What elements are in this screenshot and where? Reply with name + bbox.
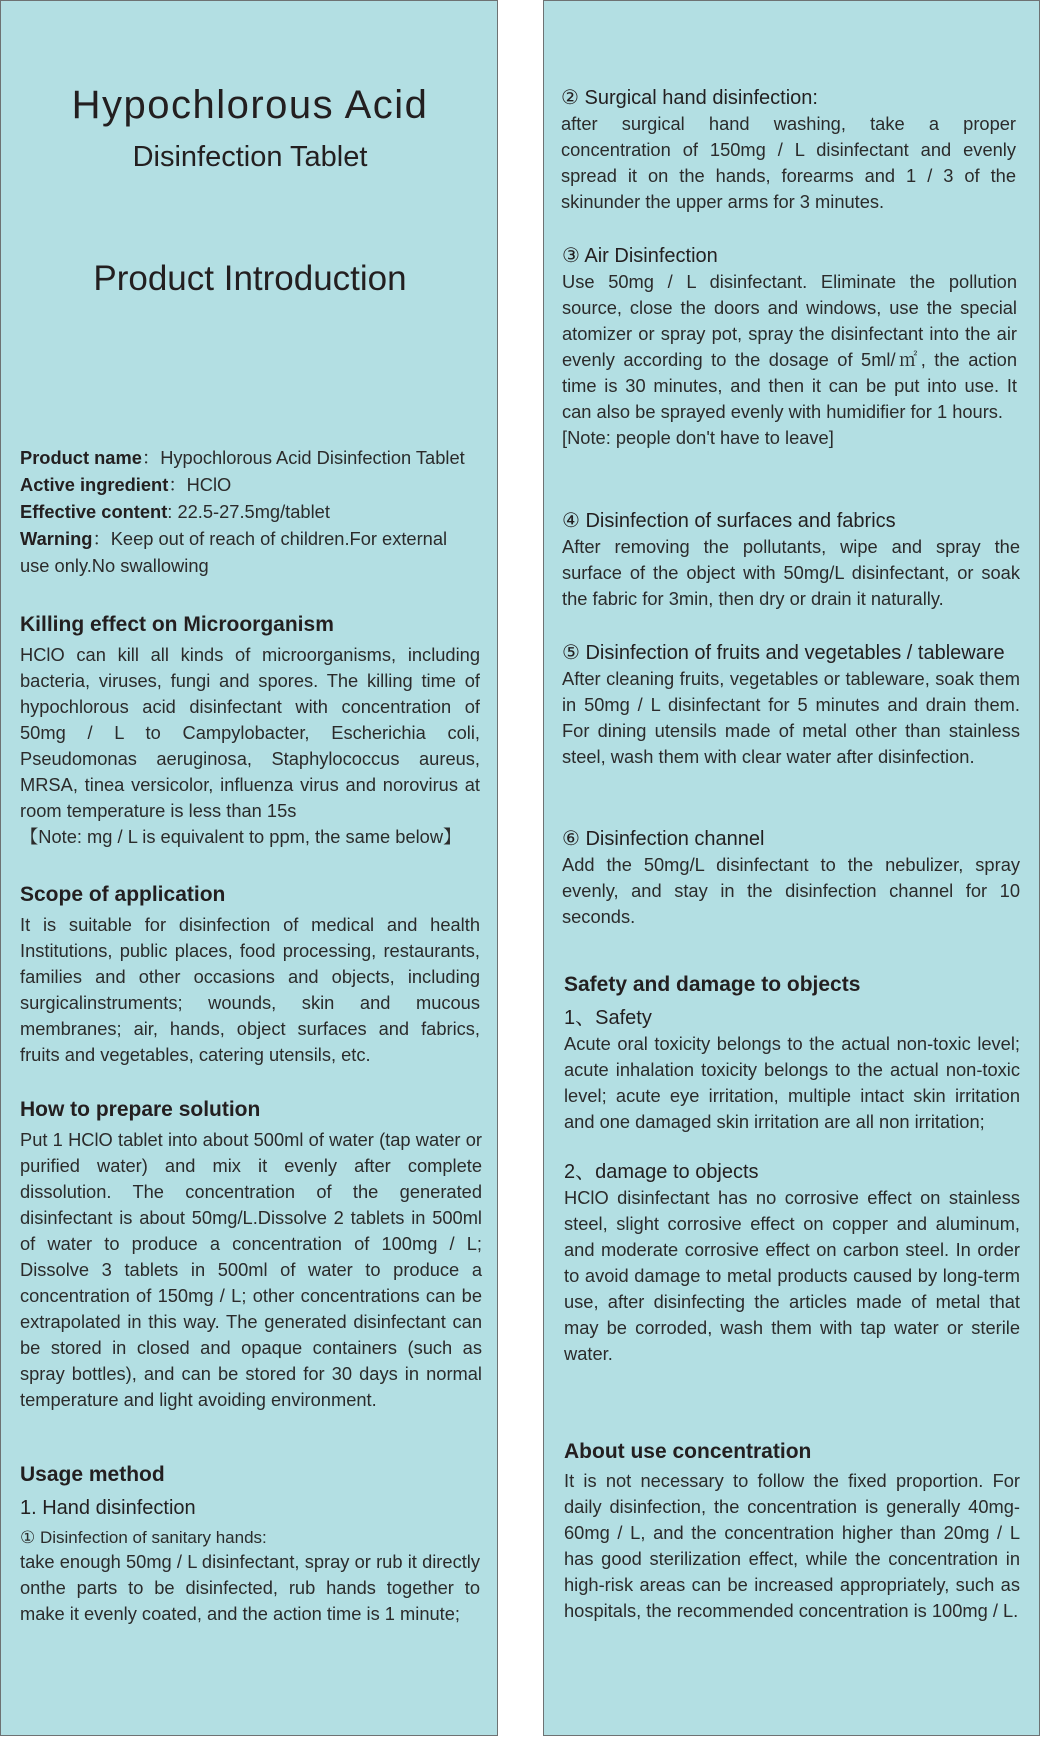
item1-body: take enough 50mg / L disinfectant, spray or rub it directly onthe parts to be disinfected, rub hands together to make it evenly coated, and the action time is 1 minute;: [20, 1551, 480, 1624]
value: : 22.5-27.5mg/tablet: [167, 501, 330, 522]
item2-body: after surgical hand washing, take a proper concentration of 150mg / L disinfectant and evenly spread it on the hands, forearms and 1 / 3 of the skinunder the upper arms for 3 minutes.: [561, 113, 1016, 212]
section-title-intro: Product Introduction: [93, 259, 407, 298]
usage-item4: [562, 508, 1020, 612]
subheading-hand: 1. Hand disinfection: [20, 1497, 196, 1519]
product-title: Hypochlorous Acid: [71, 83, 429, 127]
info-active-ingredient: [20, 471, 490, 498]
item1-title: ① Disinfection of sanitary hands:: [20, 1528, 267, 1547]
subheading-damage: 2、damage to objects: [564, 1161, 759, 1183]
heading: Safety and damage to objects: [564, 973, 861, 996]
item3-body: Use 50mg / L disinfectant. Eliminate the pollution source, close the doors and windows, use the special atomizer or spray pot, spray the disinfectant into the air evenly according to the dosage of 5ml/㎡, the action time is 30 minutes, and then it can be put into use. It can also be sprayed evenly with humidifier for 1 hours.: [562, 271, 1017, 422]
heading: How to prepare solution: [20, 1098, 261, 1121]
subheading-safety: 1、Safety: [564, 1007, 652, 1029]
item2-title: ② Surgical hand disinfection:: [561, 87, 818, 109]
heading: Scope of application: [20, 883, 226, 906]
heading: Killing effect on Microorganism: [20, 613, 334, 636]
safety-body: Acute oral toxicity belongs to the actual non-toxic level; acute inhalation toxicity belongs to the actual non-toxic level; acute eye irritation, multiple intact skin irritation and one damaged skin irritation are all non irritation;: [564, 1033, 1020, 1132]
label: Warning: [20, 528, 93, 549]
section-safety: [564, 971, 1020, 1367]
item6-title: ⑥ Disinfection channel: [562, 828, 765, 850]
usage-item5: [562, 640, 1020, 770]
heading: About use concentration: [564, 1440, 812, 1463]
item4-body: After removing the pollutants, wipe and spray the surface of the object with 50mg/L disinfectant, or soak the fabric for 3min, then dry or drain it naturally.: [562, 536, 1020, 609]
sep: ：: [92, 528, 111, 549]
info-warning: [20, 525, 490, 552]
usage-item3: [562, 243, 1017, 451]
body: Put 1 HClO tablet into about 500ml of water (tap water or purified water) and mix it evenly after complete dissolution. The concentration of the generated disinfectant is about 50mg/L.Dissolve 2 tablets in 500ml of water to produce a concentration of 100mg / L; Dissolve 3 tablets in 500ml of water to produce a concentration of 150mg / L; other concentrations can be extrapolated in this way. The generated disinfectant can be stored in closed and opaque containers (such as spray bottles), and can be stored for 30 days in normal temperature and light avoiding environment.: [20, 1129, 482, 1410]
label: Product name: [20, 447, 142, 468]
product-subtitle: Disinfection Tablet: [132, 141, 368, 173]
product-info: [20, 444, 490, 579]
sep: ：: [141, 447, 161, 468]
section-killing: [20, 611, 480, 850]
body: It is not necessary to follow the fixed proportion. For daily disinfection, the concentration is generally 40mg-60mg / L, and the concentration higher than 20mg / L has good sterilization effect, while the concentration in high-risk areas can be increased appropriately, such as hospitals, the recommended concentration is 100mg / L.: [564, 1470, 1020, 1621]
usage-item6: [562, 826, 1020, 930]
item4-title: ④ Disinfection of surfaces and fabrics: [562, 510, 896, 532]
item3-note: [Note: people don't have to leave]: [562, 427, 834, 448]
item5-title: ⑤ Disinfection of fruits and vegetables / tableware: [562, 642, 1005, 664]
info-warning-cont: use only.No swallowing: [20, 555, 209, 576]
heading: Usage method: [20, 1463, 165, 1486]
body: It is suitable for disinfection of medical and health Institutions, public places, food processing, restaurants, families and other occasions and objects, including surgicalinstruments; wounds, skin and mucous membranes; air, hands, object surfaces and fabrics, fruits and vegetables, catering utensils, etc.: [20, 914, 480, 1065]
value: Hypochlorous Acid Disinfection Tablet: [160, 447, 465, 468]
value: HClO: [186, 474, 232, 495]
sep: ：: [168, 474, 187, 495]
body: HClO can kill all kinds of microorganisms, including bacteria, viruses, fungi and spores. The killing time of hypochlorous acid disinfectant with concentration of 50mg / L to Campylobacter, Escherichia coli, Pseudomonas aeruginosa, Staphylococcus aureus, MRSA, tinea versicolor, influenza virus and norovirus at room temperature is less than 15s: [20, 644, 480, 821]
item6-body: Add the 50mg/L disinfectant to the nebulizer, spray evenly, and stay in the disinfection channel for 10 seconds.: [562, 854, 1020, 927]
left-panel: [0, 0, 498, 1736]
note: 【Note: mg / L is equivalent to ppm, the same below】: [20, 826, 462, 847]
value: Keep out of reach of children.For external: [110, 528, 448, 549]
section-prepare: [20, 1096, 482, 1413]
info-product-name: [20, 444, 490, 471]
info-effective-content: [20, 498, 490, 525]
section-scope: [20, 881, 480, 1068]
usage-item2: [561, 85, 1016, 215]
item5-body: After cleaning fruits, vegetables or tableware, soak them in 50mg / L disinfectant for 5 minutes and drain them. For dining utensils made of metal other than stainless steel, wash them with clear water after disinfection.: [562, 668, 1020, 767]
label: Active ingredient: [20, 474, 169, 495]
section-concentration: [564, 1438, 1020, 1624]
damage-body: HClO disinfectant has no corrosive effect on stainless steel, slight corrosive effect on copper and aluminum, and moderate corrosive effect on carbon steel. In order to avoid damage to metal products caused by long-term use, after disinfecting the articles made of metal that may be corroded, wash them with tap water or sterile water.: [564, 1187, 1020, 1364]
label: Effective content: [20, 501, 168, 522]
right-panel: [543, 0, 1040, 1736]
section-usage: [20, 1461, 480, 1627]
item3-title: ③ Air Disinfection: [562, 245, 718, 267]
